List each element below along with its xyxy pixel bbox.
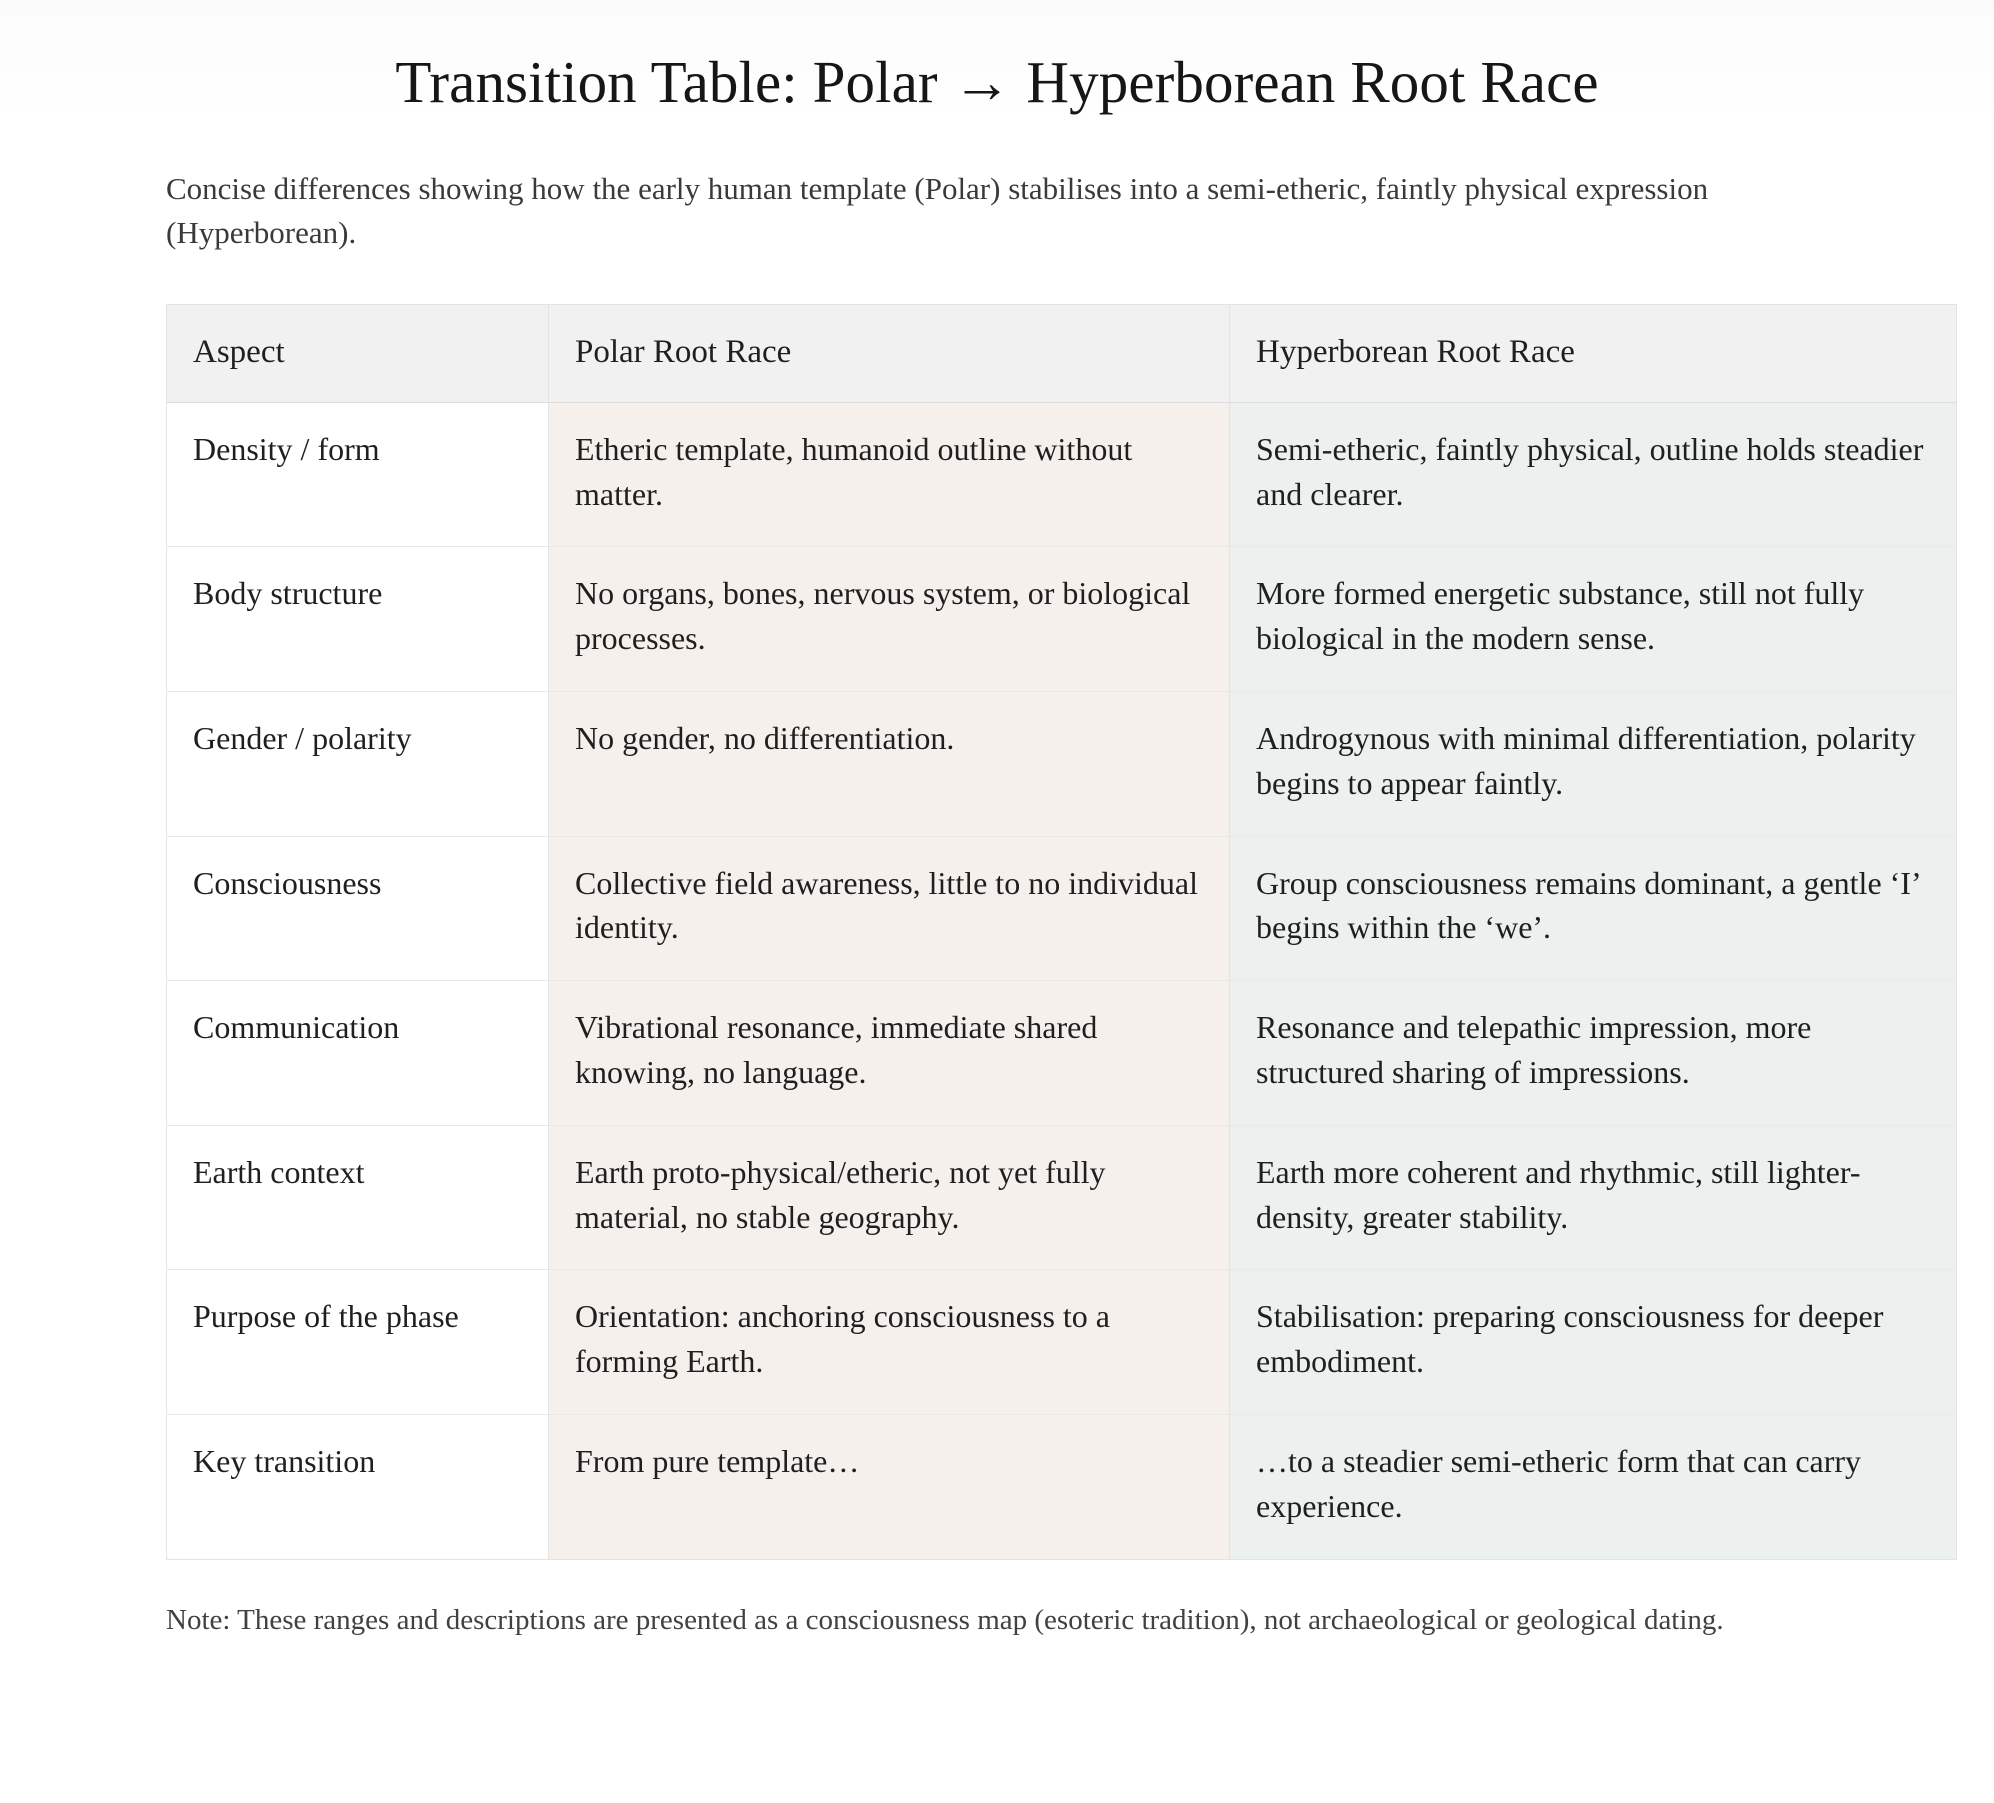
cell-hyperborean: Earth more coherent and rhythmic, still lighter-density, greater stability. [1230, 1125, 1957, 1270]
table-row [167, 836, 1957, 981]
cell-hyperborean: …to a steadier semi-etheric form that can carry experience. [1230, 1415, 1957, 1560]
cell-aspect: Body structure [167, 547, 549, 692]
cell-polar: From pure template… [549, 1415, 1230, 1560]
cell-aspect: Consciousness [167, 836, 549, 981]
table-row [167, 981, 1957, 1126]
table-row [167, 547, 1957, 692]
cell-polar: No gender, no differentiation. [549, 692, 1230, 837]
cell-aspect: Key transition [167, 1415, 549, 1560]
cell-aspect: Communication [167, 981, 549, 1126]
cell-polar: Earth proto-physical/etheric, not yet fully material, no stable geography. [549, 1125, 1230, 1270]
table-header-row [167, 304, 1957, 402]
table-header [167, 304, 1957, 402]
cell-aspect: Density / form [167, 402, 549, 547]
cell-hyperborean: Group consciousness remains dominant, a gentle ‘I’ begins within the ‘we’. [1230, 836, 1957, 981]
cell-polar: Collective field awareness, little to no individual identity. [549, 836, 1230, 981]
column-header-hyperborean: Hyperborean Root Race [1230, 304, 1957, 402]
cell-hyperborean: Resonance and telepathic impression, more structured sharing of impressions. [1230, 981, 1957, 1126]
cell-hyperborean: Stabilisation: preparing consciousness for deeper embodiment. [1230, 1270, 1957, 1415]
column-header-aspect: Aspect [167, 304, 549, 402]
table-row [167, 692, 1957, 837]
cell-hyperborean: More formed energetic substance, still not fully biological in the modern sense. [1230, 547, 1957, 692]
footnote: Note: These ranges and descriptions are presented as a consciousness map (esoteric tradition), not archaeological or geological dating. [166, 1603, 1724, 1636]
cell-hyperborean: Semi-etheric, faintly physical, outline holds steadier and clearer. [1230, 402, 1957, 547]
cell-polar: Etheric template, humanoid outline without matter. [549, 402, 1230, 547]
cell-polar: No organs, bones, nervous system, or biological processes. [549, 547, 1230, 692]
cell-aspect: Earth context [167, 1125, 549, 1270]
table-body [167, 402, 1957, 1559]
table-row [167, 1415, 1957, 1560]
transition-table [166, 304, 1957, 1560]
page-title: Transition Table: Polar → Hyperborean Root Race [395, 49, 1599, 115]
table-row [167, 402, 1957, 547]
table-row [167, 1125, 1957, 1270]
table-row [167, 1270, 1957, 1415]
cell-polar: Vibrational resonance, immediate shared knowing, no language. [549, 981, 1230, 1126]
cell-aspect: Purpose of the phase [167, 1270, 549, 1415]
cell-aspect: Gender / polarity [167, 692, 549, 837]
cell-hyperborean: Androgynous with minimal differentiation, polarity begins to appear faintly. [1230, 692, 1957, 837]
column-header-polar: Polar Root Race [549, 304, 1230, 402]
cell-polar: Orientation: anchoring consciousness to a forming Earth. [549, 1270, 1230, 1415]
intro-paragraph: Concise differences showing how the early human template (Polar) stabilises into a semi-etheric, faintly physical expression (Hyperborean). [166, 170, 1709, 250]
